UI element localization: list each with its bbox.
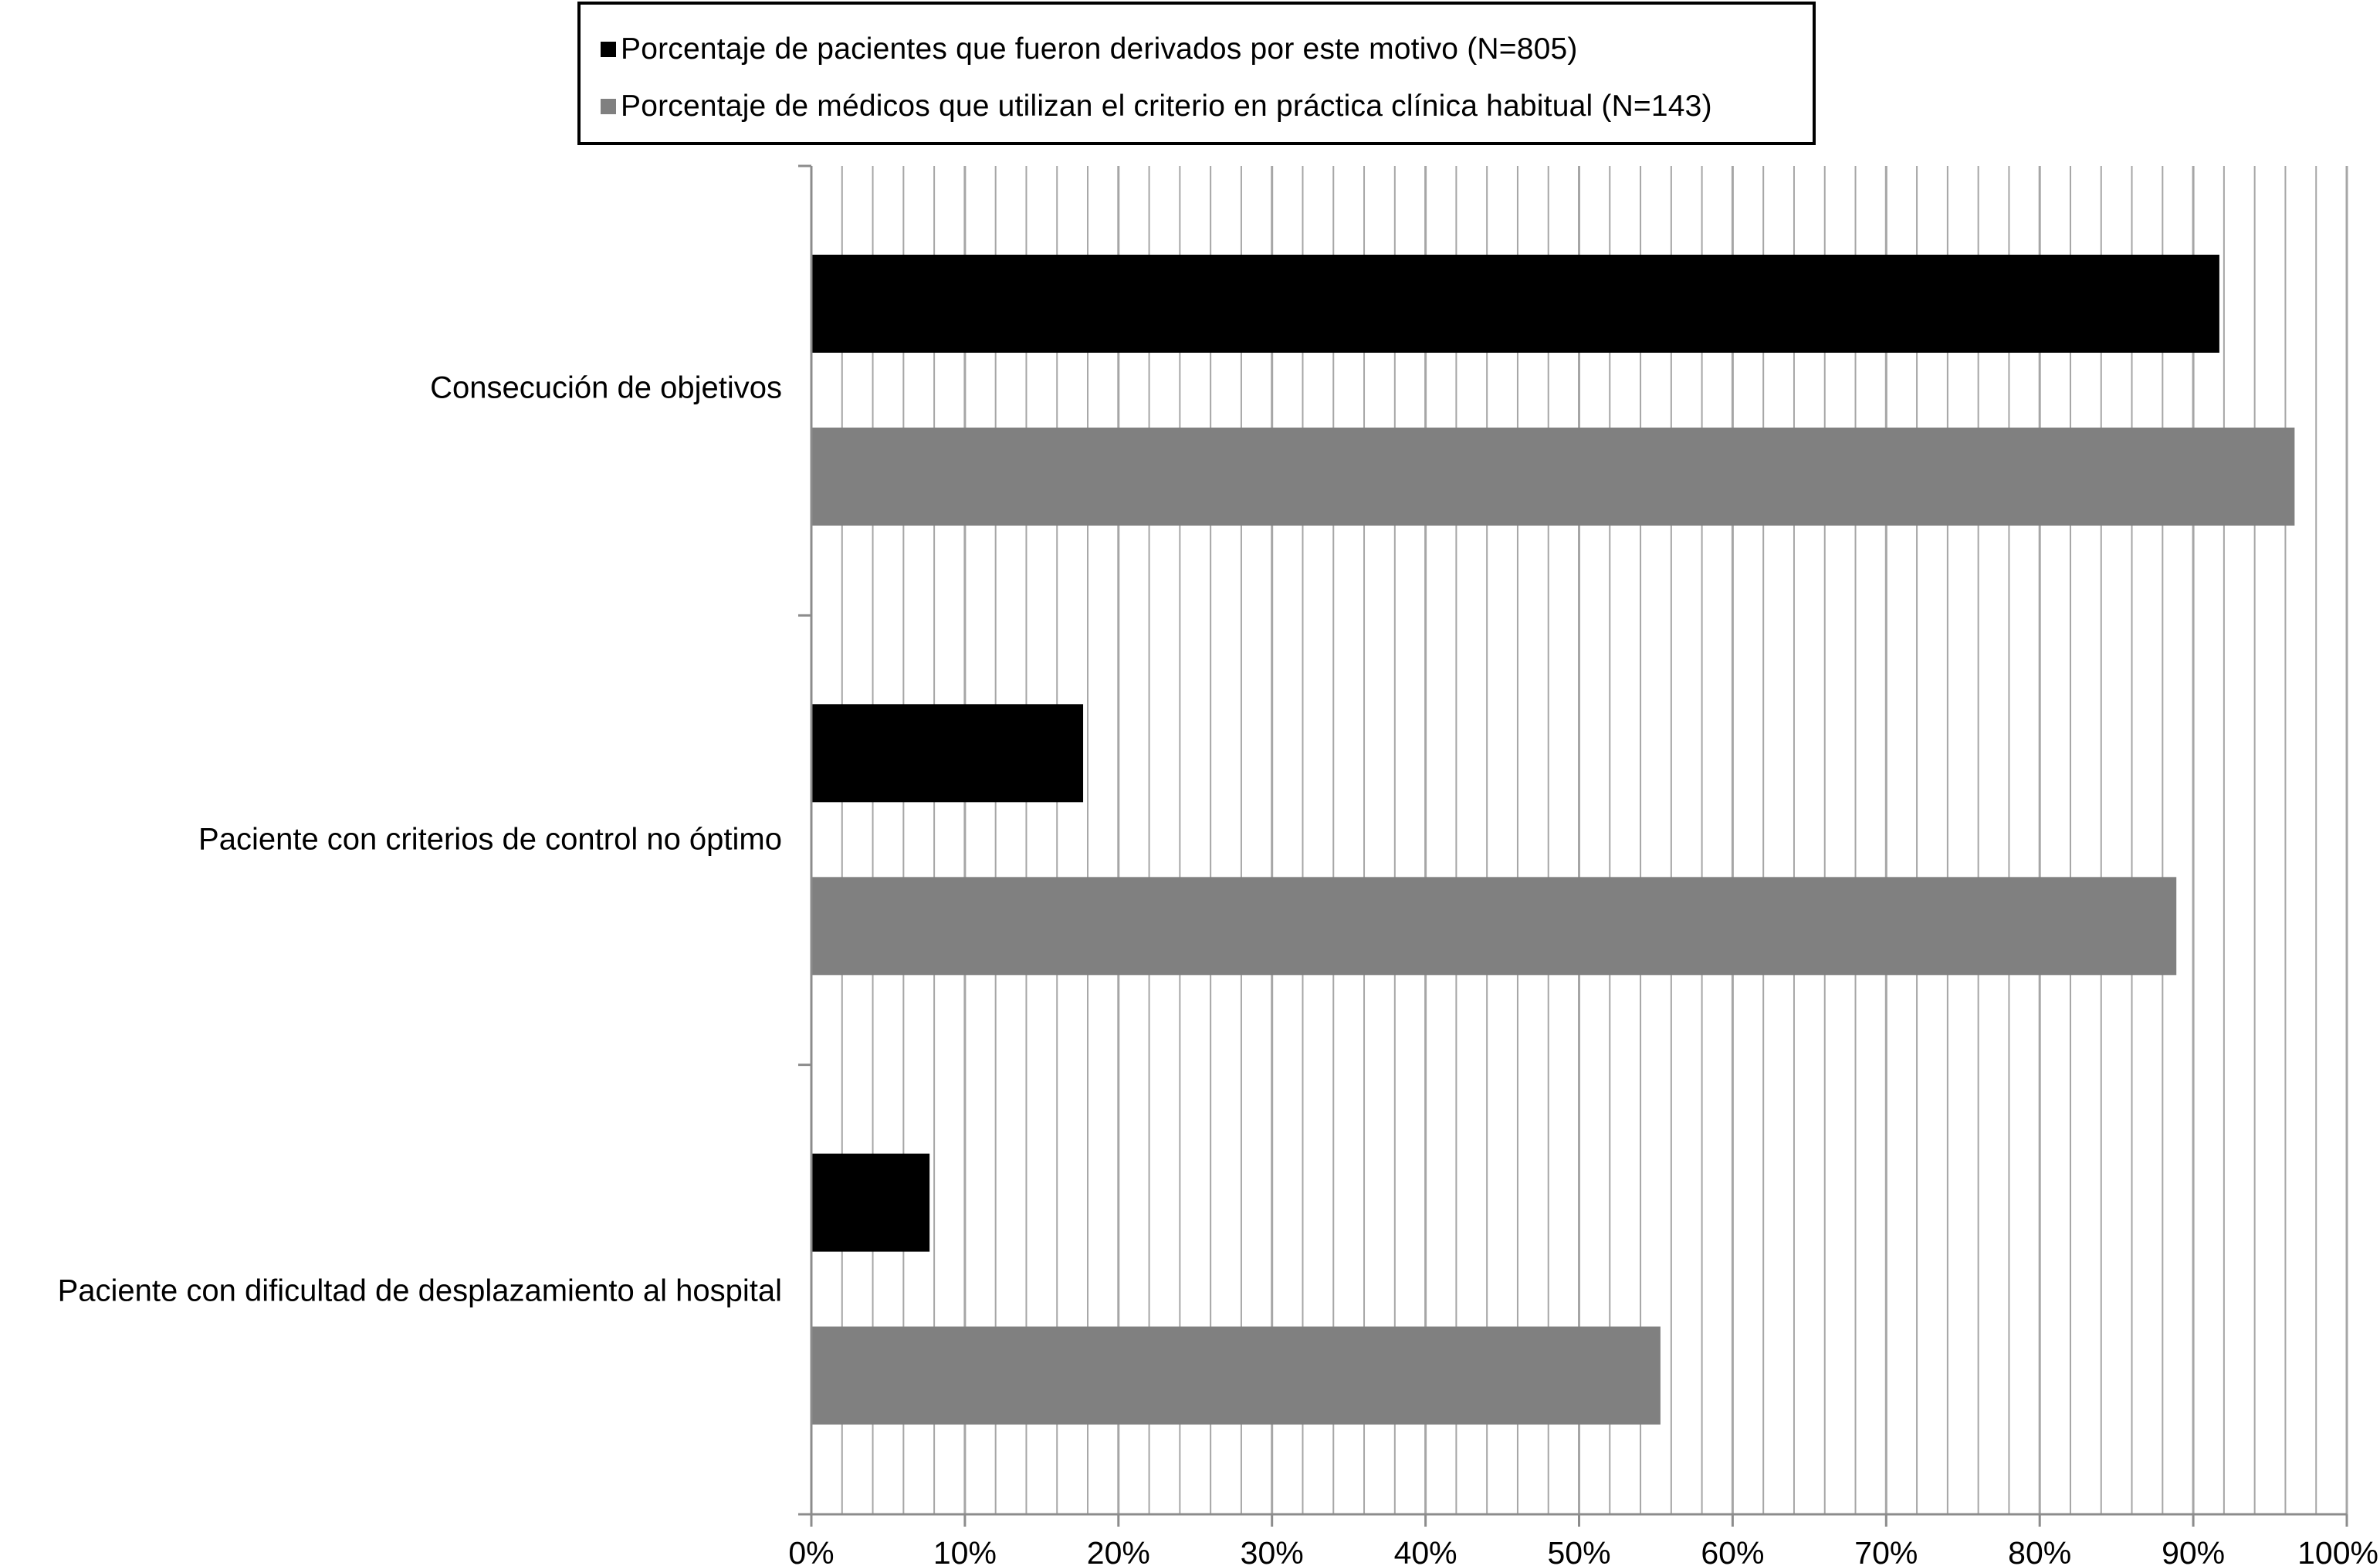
legend-label-doctors: Porcentaje de médicos que utilizan el criterio en práctica clínica habitual (N=143) bbox=[621, 90, 1712, 123]
x-tick-label: 50% bbox=[1547, 1535, 1611, 1566]
bar-patients-0 bbox=[811, 255, 2219, 353]
legend-label-patients: Porcentaje de pacientes que fueron derivados por este motivo (N=805) bbox=[621, 32, 1578, 66]
grid-lines bbox=[842, 166, 2347, 1514]
x-tick-label: 100% bbox=[2297, 1535, 2378, 1566]
category-label-control: Paciente con criterios de control no óptimo bbox=[198, 822, 782, 857]
bar-patients-1 bbox=[811, 704, 1083, 802]
legend-item-doctors bbox=[601, 83, 1712, 130]
bar-doctors-1 bbox=[811, 877, 2176, 975]
x-tick-label: 20% bbox=[1086, 1535, 1150, 1566]
x-tick-label: 70% bbox=[1854, 1535, 1918, 1566]
legend-item-patients bbox=[601, 26, 1578, 73]
bars bbox=[811, 255, 2294, 1425]
category-label-objetivos: Consecución de objetivos bbox=[430, 370, 782, 405]
x-tick-label: 10% bbox=[933, 1535, 997, 1566]
x-tick-label: 40% bbox=[1393, 1535, 1457, 1566]
bar-patients-2 bbox=[811, 1154, 929, 1252]
legend-swatch-patients bbox=[601, 42, 616, 57]
legend-swatch-doctors bbox=[601, 99, 616, 114]
axes bbox=[798, 166, 2347, 1527]
x-tick-label: 90% bbox=[2162, 1535, 2226, 1566]
category-label-desplazamiento: Paciente con dificultad de desplazamiento al hospital bbox=[57, 1273, 782, 1308]
x-tick-label: 80% bbox=[2008, 1535, 2072, 1566]
bar-doctors-0 bbox=[811, 428, 2294, 526]
x-tick-label: 0% bbox=[788, 1535, 835, 1566]
x-tick-label: 30% bbox=[1240, 1535, 1304, 1566]
legend bbox=[577, 2, 1816, 145]
x-tick-labels bbox=[788, 1535, 2378, 1566]
x-tick-label: 60% bbox=[1701, 1535, 1765, 1566]
bar-doctors-2 bbox=[811, 1327, 1661, 1425]
